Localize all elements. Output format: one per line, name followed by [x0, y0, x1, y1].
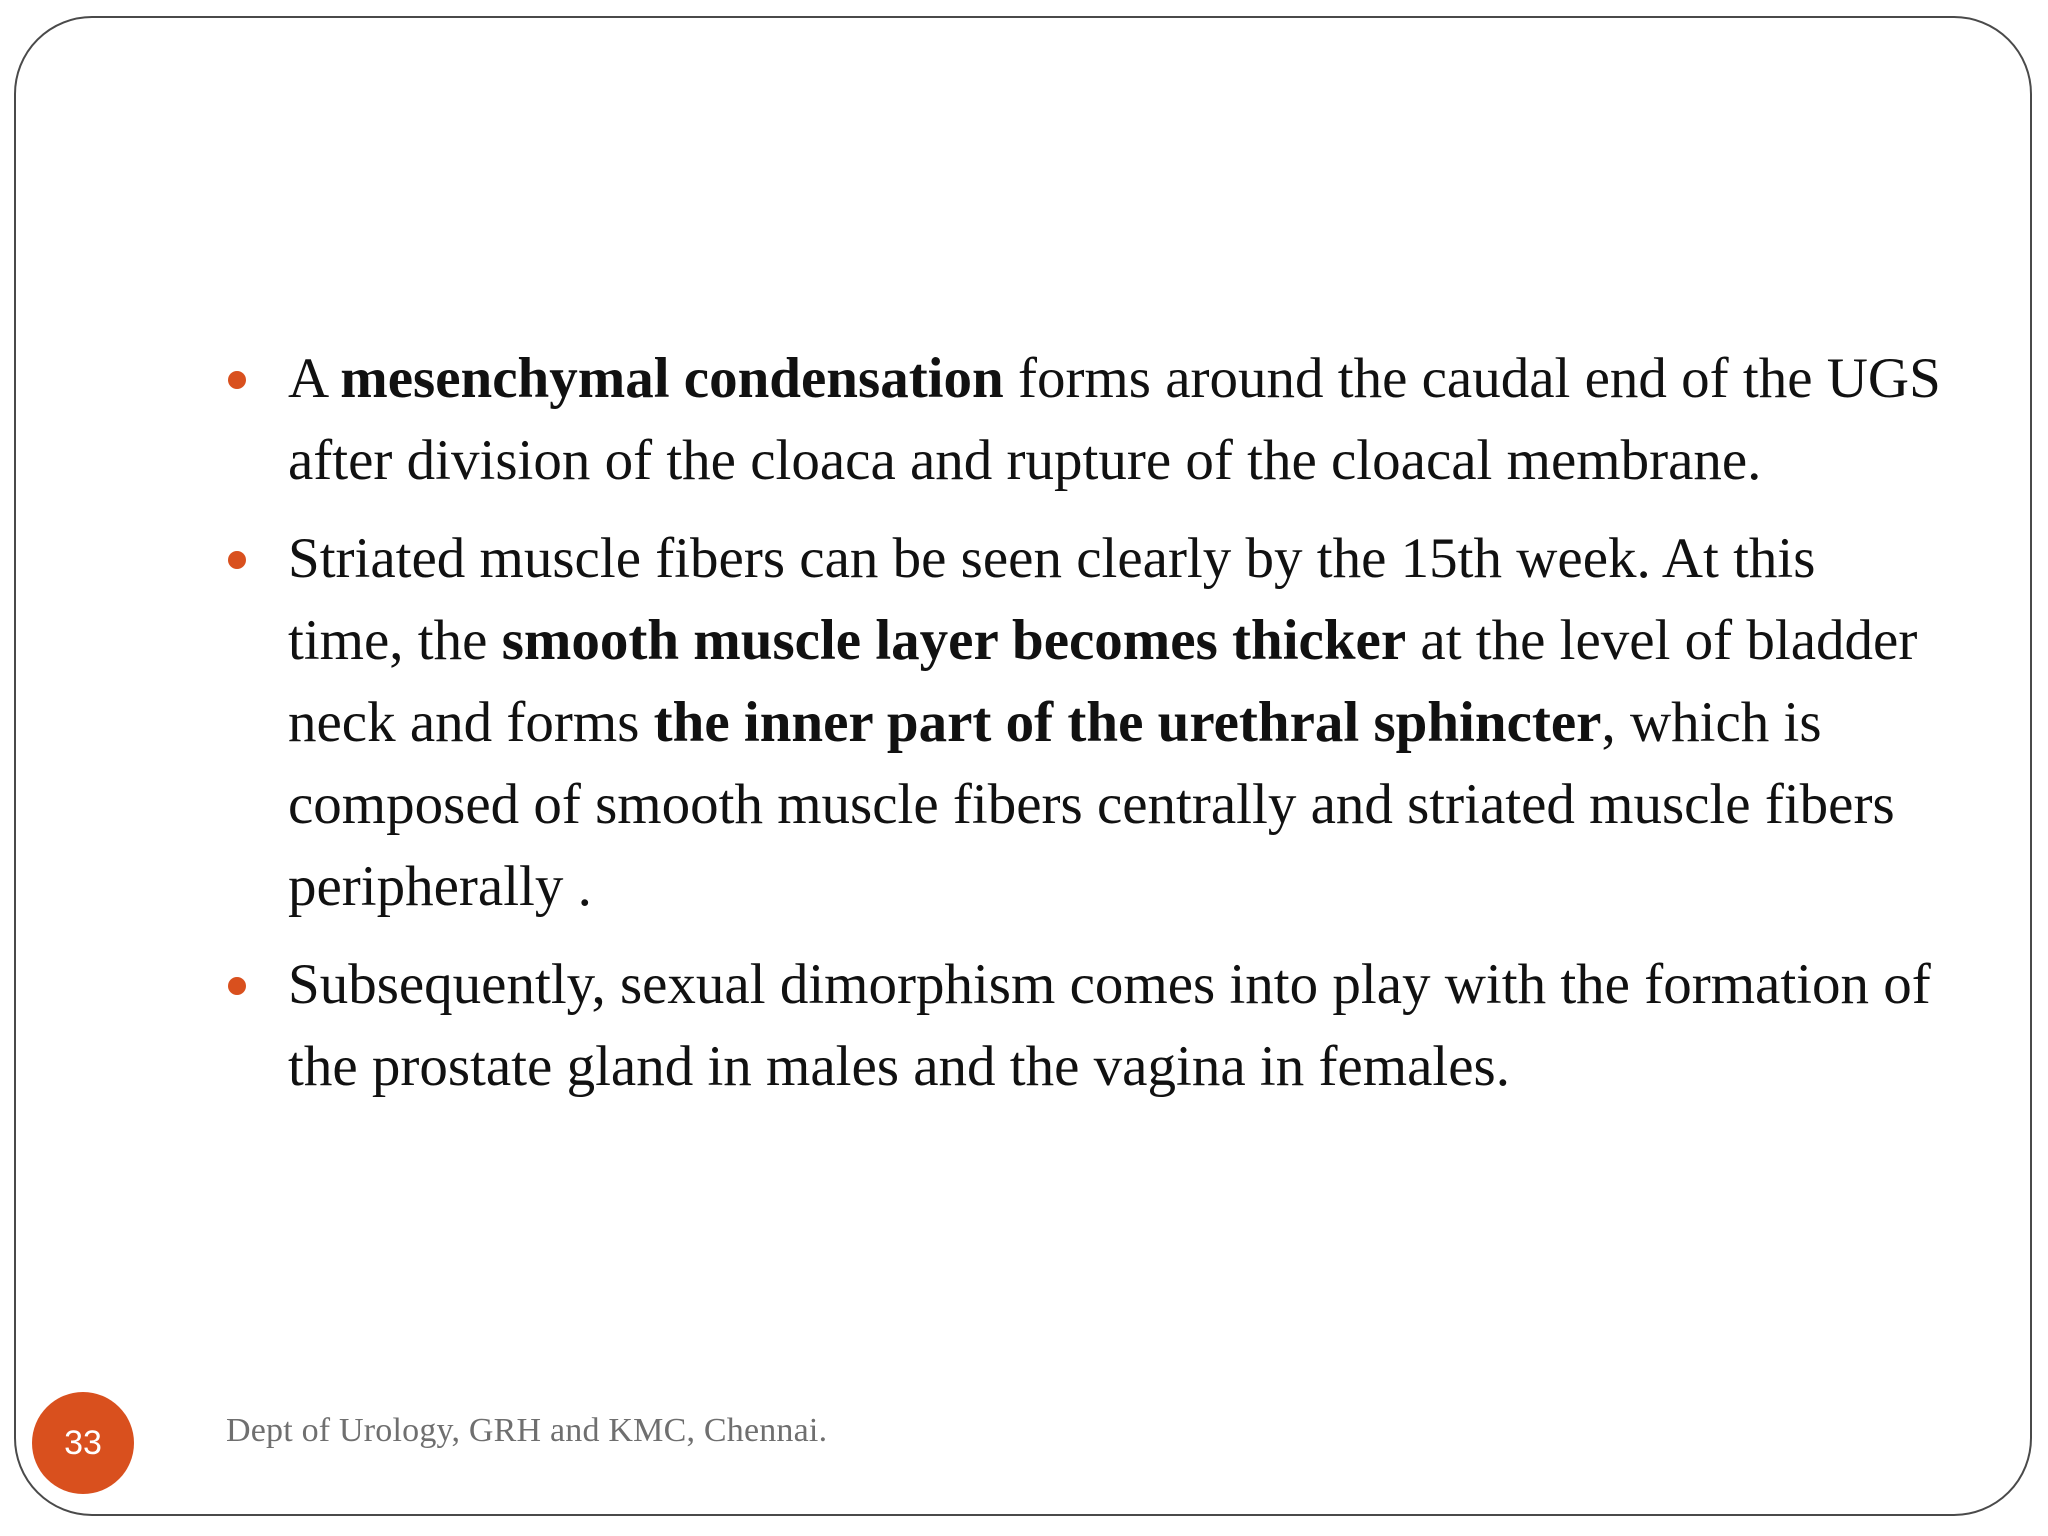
footer-text: Dept of Urology, GRH and KMC, Chennai.	[226, 1412, 828, 1449]
bold-phrase: the inner part of the urethral sphincter	[653, 691, 1602, 754]
bullet-item	[222, 518, 1942, 928]
bullet-list	[222, 338, 1942, 1124]
bullet-text: A mesenchymal condensation forms around the caudal end of the UGS after division of the cloaca and rupture of the cloacal membrane.	[288, 347, 1941, 492]
bullet-text: Striated muscle fibers can be seen clearly by the 15th week. At this time, the smooth muscle layer becomes thicker at the level of bladder neck and forms the inner part of the urethral sphincter, which is composed of smooth muscle fibers centrally and striated muscle fibers peripherally .	[288, 527, 1918, 918]
bullet-item	[222, 944, 1942, 1108]
bullet-dot-icon	[228, 551, 246, 569]
bullet-text: Subsequently, sexual dimorphism comes into play with the formation of the prostate gland in males and the vagina in females.	[288, 953, 1931, 1098]
bold-phrase: smooth muscle layer becomes thicker	[501, 609, 1407, 672]
bullet-dot-icon	[228, 977, 246, 995]
page-number-badge: 33	[32, 1392, 134, 1494]
bullet-dot-icon	[228, 371, 246, 389]
bullet-item	[222, 338, 1942, 502]
bold-phrase: mesenchymal condensation	[340, 347, 1004, 410]
